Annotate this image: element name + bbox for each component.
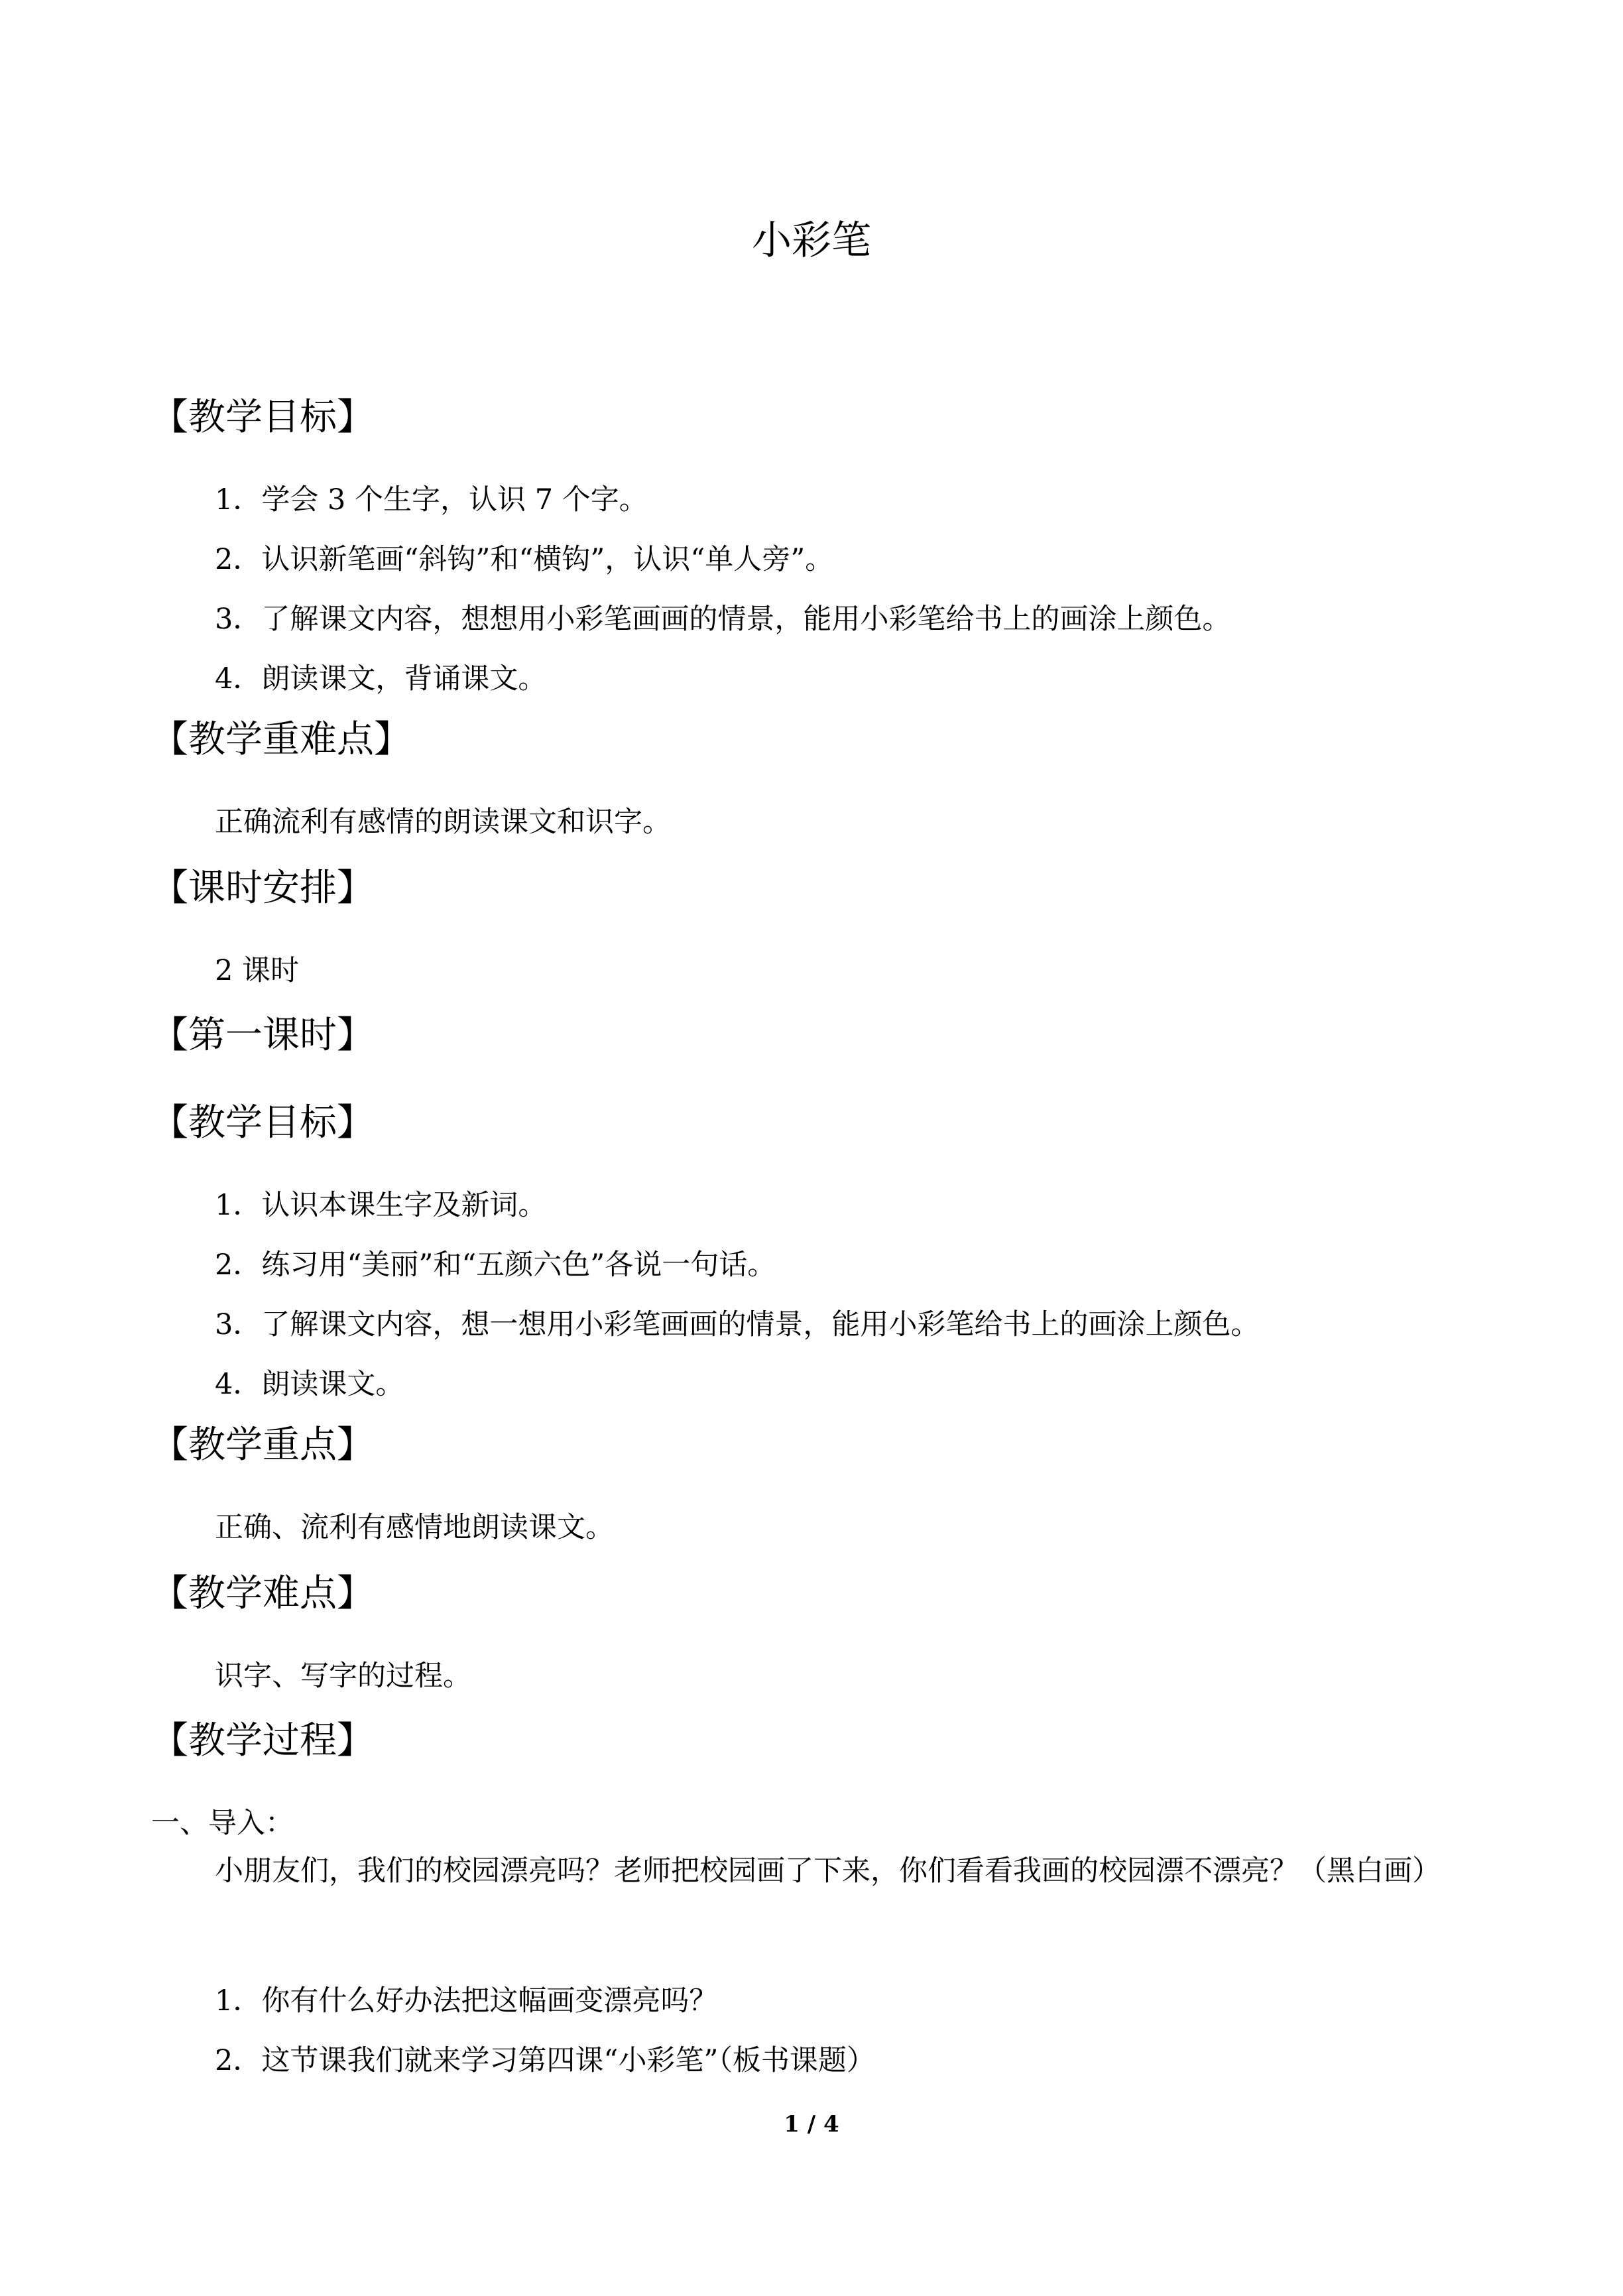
heading-lesson-one: 【第一课时】 xyxy=(151,1014,374,1057)
goal-item: 2．认识新笔画“斜钩”和“横钩”，认识“单人旁”。 xyxy=(215,543,834,576)
heading-lesson-one-goals: 【教学目标】 xyxy=(151,1101,374,1144)
heading-teaching-process: 【教学过程】 xyxy=(151,1719,374,1762)
heading-schedule: 【课时安排】 xyxy=(151,867,374,910)
difficult-point-text: 识字、写字的过程。 xyxy=(215,1660,471,1693)
process-step-intro: 一、导入： xyxy=(151,1807,294,1840)
document-title: 小彩笔 xyxy=(752,217,871,264)
process-item: 1．你有什么好办法把这幅画变漂亮吗？ xyxy=(215,1984,718,2018)
heading-key-difficult: 【教学重难点】 xyxy=(151,718,411,761)
key-difficult-text: 正确流利有感情的朗读课文和识字。 xyxy=(215,806,671,839)
schedule-text: 2 课时 xyxy=(215,954,300,987)
goal-item: 3．了解课文内容，想想用小彩笔画画的情景，能用小彩笔给书上的画涂上颜色。 xyxy=(215,603,1231,636)
goal-item: 4．朗读课文，背诵课文。 xyxy=(215,662,547,695)
key-point-text: 正确、流利有感情地朗读课文。 xyxy=(215,1511,614,1544)
lesson-goal-item: 4．朗读课文。 xyxy=(215,1368,404,1401)
heading-teaching-goals: 【教学目标】 xyxy=(151,396,374,439)
process-paragraph: 小朋友们，我们的校园漂亮吗？老师把校园画了下来，你们看看我画的校园漂不漂亮？（黑白画） xyxy=(215,1854,1441,1888)
lesson-goal-item: 2．练习用“美丽”和“五颜六色”各说一句话。 xyxy=(215,1248,776,1282)
page-number: 1 / 4 xyxy=(784,2111,839,2138)
process-item: 2．这节课我们就来学习第四课“小彩笔”（板书课题） xyxy=(215,2044,875,2077)
heading-key-point: 【教学重点】 xyxy=(151,1423,374,1467)
lesson-goal-item: 1．认识本课生字及新词。 xyxy=(215,1189,547,1222)
heading-difficult-point: 【教学难点】 xyxy=(151,1572,374,1615)
lesson-goal-item: 3．了解课文内容，想一想用小彩笔画画的情景，能用小彩笔给书上的画涂上颜色。 xyxy=(215,1308,1260,1341)
goal-item: 1．学会 3 个生字，认识 7 个字。 xyxy=(215,483,648,516)
